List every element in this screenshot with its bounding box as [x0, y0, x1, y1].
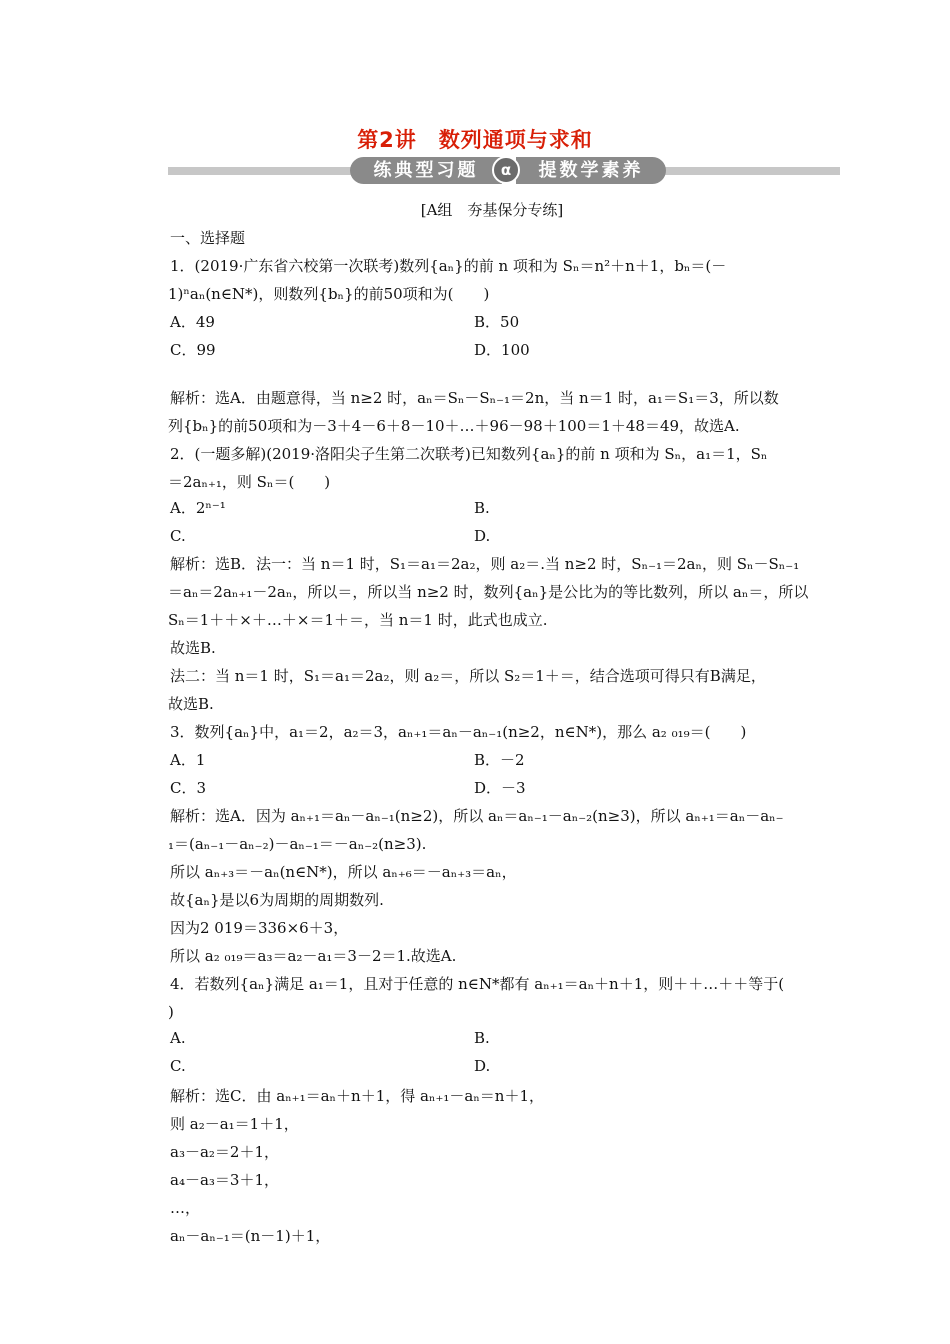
text-line: a₄－a₃＝3＋1， — [170, 1171, 279, 1189]
banner-right-label: 提数学素养 — [516, 157, 666, 184]
q1-option-c: C．99 — [170, 341, 216, 359]
q3-option-a: A．1 — [170, 751, 206, 769]
q1-option-a: A．49 — [170, 313, 215, 331]
q4-option-c: C. — [170, 1057, 186, 1075]
group-heading: [A组 夯基保分专练] — [420, 201, 564, 219]
text-line: a₃－a₂＝2＋1， — [170, 1143, 279, 1161]
text-line: 列{bₙ}的前50项和为－3＋4－6＋8－10＋…＋96－98＋100＝1＋48＝49，故选A. — [168, 417, 740, 435]
q4-option-d: D. — [474, 1057, 491, 1075]
text-line: ₁＝(aₙ₋₁－aₙ₋₂)－aₙ₋₁＝－aₙ₋₂(n≥3). — [168, 835, 427, 853]
text-line: 解析：选C．由 aₙ₊₁＝aₙ＋n＋1，得 aₙ₊₁－aₙ＝n＋1， — [170, 1087, 545, 1105]
banner-left-label: 练典型习题 — [350, 157, 502, 184]
text-line: ＝aₙ＝2aₙ₊₁－2aₙ，所以＝，所以当 n≥2 时，数列{aₙ}是公比为的等比数列，所以 aₙ＝，所以 — [168, 583, 809, 601]
q2-option-a: A．2ⁿ⁻¹ — [170, 499, 226, 517]
q4-option-a: A. — [170, 1029, 186, 1047]
text-line: 故选B. — [170, 639, 216, 657]
text-line: 一、选择题 — [170, 229, 246, 247]
q1-option-b: B．50 — [474, 313, 520, 331]
text-line: 3．数列{aₙ}中，a₁＝2，a₂＝3，aₙ₊₁＝aₙ－aₙ₋₁(n≥2，n∈N*)，那么 a₂ ₀₁₉＝( ) — [170, 723, 747, 741]
q3-option-c: C．3 — [170, 779, 207, 797]
text-line: 法二：当 n＝1 时，S₁＝a₁＝2a₂，则 a₂＝，所以 S₂＝1＋＝，结合选项可得只有B满足， — [170, 667, 766, 685]
alpha-badge-icon: α — [492, 156, 520, 184]
text-line: 解析：选B．法一：当 n＝1 时，S₁＝a₁＝2a₂，则 a₂＝.当 n≥2 时，Sₙ₋₁＝2aₙ，则 Sₙ－Sₙ₋₁ — [170, 555, 800, 573]
q3-option-d: D．－3 — [474, 779, 526, 797]
text-line: 则 a₂－a₁＝1＋1， — [170, 1115, 299, 1133]
text-line: 故{aₙ}是以6为周期的周期数列. — [170, 891, 384, 909]
q2-option-d: D. — [474, 527, 491, 545]
text-line: aₙ－aₙ₋₁＝(n－1)＋1， — [170, 1227, 331, 1245]
q4-option-b: B. — [474, 1029, 490, 1047]
text-line: 1．(2019·广东省六校第一次联考)数列{aₙ}的前 n 项和为 Sₙ＝n²＋n＋1，bₙ＝(－ — [170, 257, 727, 275]
text-line: 1)ⁿaₙ(n∈N*)，则数列{bₙ}的前50项和为( ) — [168, 285, 490, 303]
text-line: Sₙ＝1＋＋×＋…＋×＝1＋＝，当 n＝1 时，此式也成立. — [168, 611, 548, 629]
text-line: ) — [168, 1003, 174, 1021]
text-line: 所以 a₂ ₀₁₉＝a₃＝a₂－a₁＝3－2＝1.故选A. — [170, 947, 457, 965]
q2-option-b: B. — [474, 499, 490, 517]
text-line: 2．(一题多解)(2019·洛阳尖子生第二次联考)已知数列{aₙ}的前 n 项和为 Sₙ，a₁＝1，Sₙ — [170, 445, 768, 463]
text-line: ＝2aₙ₊₁，则 Sₙ＝( ) — [168, 473, 331, 491]
text-line: 因为2 019＝336×6＋3， — [170, 919, 349, 937]
section-banner — [168, 156, 840, 186]
text-line: 故选B. — [168, 695, 214, 713]
q1-option-d: D．100 — [474, 341, 530, 359]
text-line: 所以 aₙ₊₃＝－aₙ(n∈N*)，所以 aₙ₊₆＝－aₙ₊₃＝aₙ， — [170, 863, 517, 881]
page-title: 第2讲 数列通项与求和 — [357, 128, 593, 152]
text-line: 4．若数列{aₙ}满足 a₁＝1，且对于任意的 n∈N*都有 aₙ₊₁＝aₙ＋n＋1，则＋＋…＋＋等于( — [170, 975, 785, 993]
text-line: 解析：选A．因为 aₙ₊₁＝aₙ－aₙ₋₁(n≥2)，所以 aₙ＝aₙ₋₁－aₙ₋₂(n≥3)，所以 aₙ₊₁＝aₙ－aₙ₋ — [170, 807, 784, 825]
text-line: 解析：选A．由题意得，当 n≥2 时，aₙ＝Sₙ－Sₙ₋₁＝2n，当 n＝1 时，a₁＝S₁＝3，所以数 — [170, 389, 779, 407]
text-line: …， — [170, 1199, 201, 1217]
q2-option-c: C. — [170, 527, 186, 545]
q3-option-b: B．－2 — [474, 751, 525, 769]
